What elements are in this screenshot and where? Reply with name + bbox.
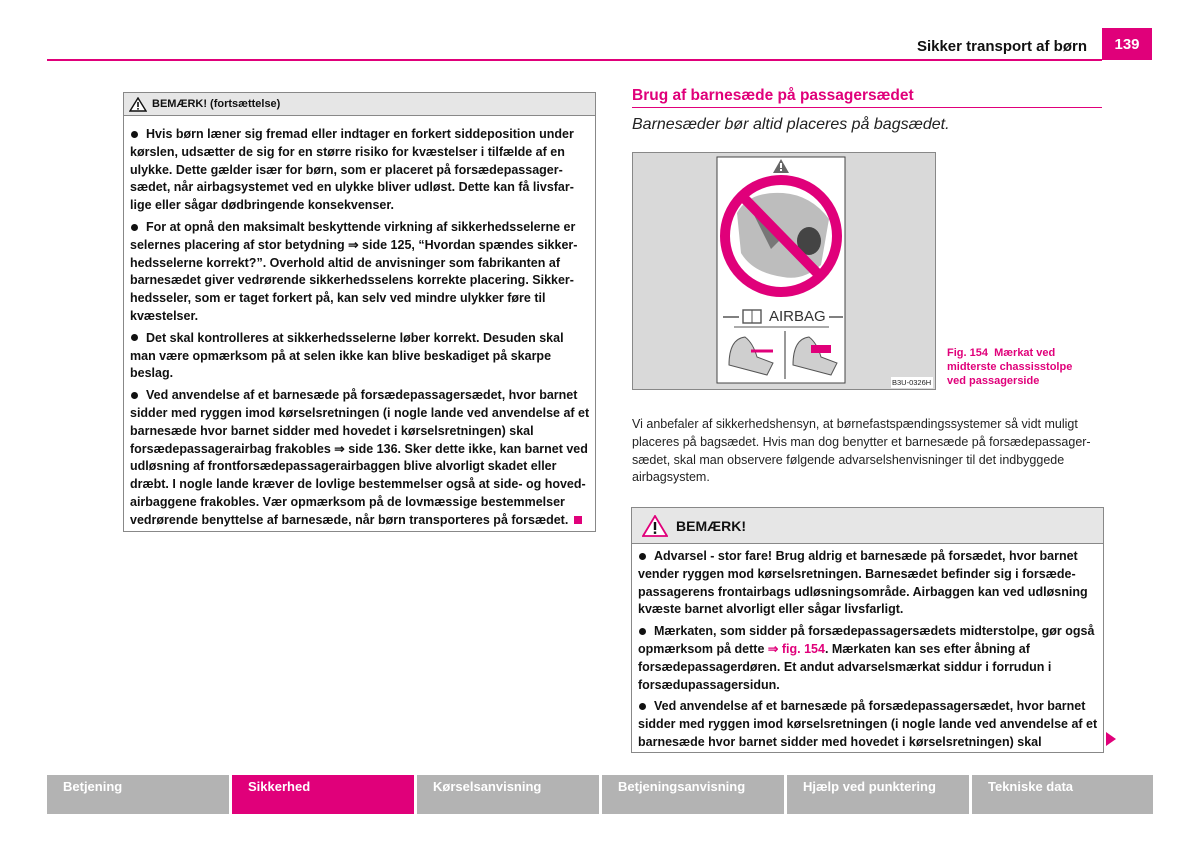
warning-box-body [124, 116, 595, 530]
figure-154 [632, 152, 936, 390]
intro-paragraph: Vi anbefaler af sikkerhedshensyn, at børnefastspændingssystemer så vidt muligt placeres på bagsædet. Hvis man dog benytter et barnesæde på forsædepassager-sædet, skal man observere følgende advarselshenvisninger til det indbyggede airbagsystem. [632, 417, 1091, 485]
warning-box [631, 507, 1104, 753]
warning-box-title: BEMÆRK! (fortsættelse) [152, 98, 281, 110]
warning-item: Ved anvendelse af et barnesæde på forsædepassagersædet, hvor barnet sidder med ryggen imod kørselsretningen (i nogle lande ved anvendelse af et barnesæde hvor barnet sidder med hovedet i kørselsretningen) skal forsædepassagerairbag frakobles ⇒ side 136. Sker dette ikke, kan barnet ved udløsning af frontforsædepassagerairbaggen blive alvorligt skadet eller dræbt. I nogle lande kræver de lovlige bestemmelser også at side- og hoved-airbaggene frakobles. Vær opmærksom på de lovmæssige bestemmelser vedrørende benyttelse af barnesæde, når børn transporteres på forsædet. [130, 388, 590, 527]
sticker-airbag-label: AIRBAG [769, 308, 826, 325]
warning-box-title: BEMÆRK! [676, 517, 746, 534]
footer-tab-hjaelp-ved-punktering[interactable]: Hjælp ved punktering [787, 775, 969, 814]
bullet-icon [639, 703, 646, 710]
warning-box-body [632, 544, 1103, 752]
bullet-icon [639, 628, 646, 635]
end-marker-icon [574, 516, 582, 524]
warning-item: Det skal kontrolleres at sikkerhedsselerne løber korrekt. Desuden skal man være opmærksom på at selen ikke kan blive beskadiget på skarpe beslag. [130, 330, 564, 381]
warning-triangle-icon [642, 515, 668, 537]
footer-tab-tekniske-data[interactable]: Tekniske data [972, 775, 1153, 814]
bullet-icon [131, 392, 138, 399]
warning-box-header [124, 93, 595, 116]
warning-triangle-icon [129, 97, 147, 112]
warning-item: Advarsel - stor fare! Brug aldrig et barnesæde på forsædet, hvor barnet vender ryggen mod kørselsretningen. Barnesædet befinder sig i forsæde-passagerens frontairbags udløsningsområde. Airbaggen kan ved udløsning kvæste barnet alvorligt eller sågar livsfarligt. [638, 549, 1088, 617]
figure-caption-text: Mærkat ved midterste chassisstolpe ved passagerside [947, 347, 1073, 387]
page-number: 139 [1102, 28, 1152, 60]
warning-box-header [632, 508, 1103, 544]
continue-arrow-icon [1106, 732, 1116, 746]
bullet-icon [639, 553, 646, 560]
bullet-icon [131, 334, 138, 341]
warning-item: Ved anvendelse af et barnesæde på forsædepassagersædet, hvor barnet sidder med ryggen imod kørselsretningen (i nogle lande ved anvendelse af et barnesæde hvor barnet sidder med hovedet i kørselsretningen) skal [638, 699, 1098, 749]
figure-caption-number: Fig. 154 [947, 347, 988, 359]
warning-item: For at opnå den maksimalt beskyttende virkning af sikkerhedsselerne er selernes placering af stor betydning ⇒ side 125, “Hvordan spændes sikker-hedsselerne korrekt?”. Overhold altid de anvisninger som fabrikanten af barnesædet giver vedrørende sikkerhedsselens korrekte placering. Sikker-hedsseler, som er taget forkert på, kan selv ved mindre ulykker føre til kvæstelser. [130, 219, 578, 323]
footer-tab-sikkerhed[interactable]: Sikkerhed [232, 775, 414, 814]
section-title: Brug af barnesæde på passagersædet [632, 87, 1102, 108]
bullet-icon [131, 131, 138, 138]
footer-tab-betjeningsanvisning[interactable]: Betjeningsanvisning [602, 775, 784, 814]
figure-reference-link[interactable]: ⇒ fig. 154 [767, 641, 825, 656]
footer-tab-betjening[interactable]: Betjening [47, 775, 229, 814]
warning-item: Hvis børn læner sig fremad eller indtager en forkert siddeposition under kørslen, udsætter de sig for en større risiko for kvæstelser i tilfælde af en ulykke. Dette gælder især for børn, som er placeret på forsædepassager-sædet, når airbagsystemet ved en ulykke bliver udløst. Dette kan få livsfar-lige eller sågar dødbringende konsekvenser. [130, 127, 574, 213]
bullet-icon [131, 224, 138, 231]
header-rule [47, 59, 1102, 61]
figure-code: B3U-0326H [892, 378, 932, 387]
warning-box-continued [123, 92, 596, 532]
figure-caption [947, 346, 1087, 388]
airbag-warning-sticker-image [633, 153, 935, 389]
section-subtitle: Barnesæder bør altid placeres på bagsædet. [632, 116, 950, 133]
warning-item: Mærkaten, som sidder på forsædepassagersædets midterstolpe, gør også opmærksom på dette ⇒ fig. 154. Mærkaten kan ses efter åbning af forsædepassagerdøren. Et andut advarselsmærkat siddur i forrudun i forsædupassagersidun. [638, 624, 1095, 692]
running-header-title: Sikker transport af børn [916, 38, 1087, 55]
footer-tab-korselsanvisning[interactable]: Kørselsanvisning [417, 775, 599, 814]
